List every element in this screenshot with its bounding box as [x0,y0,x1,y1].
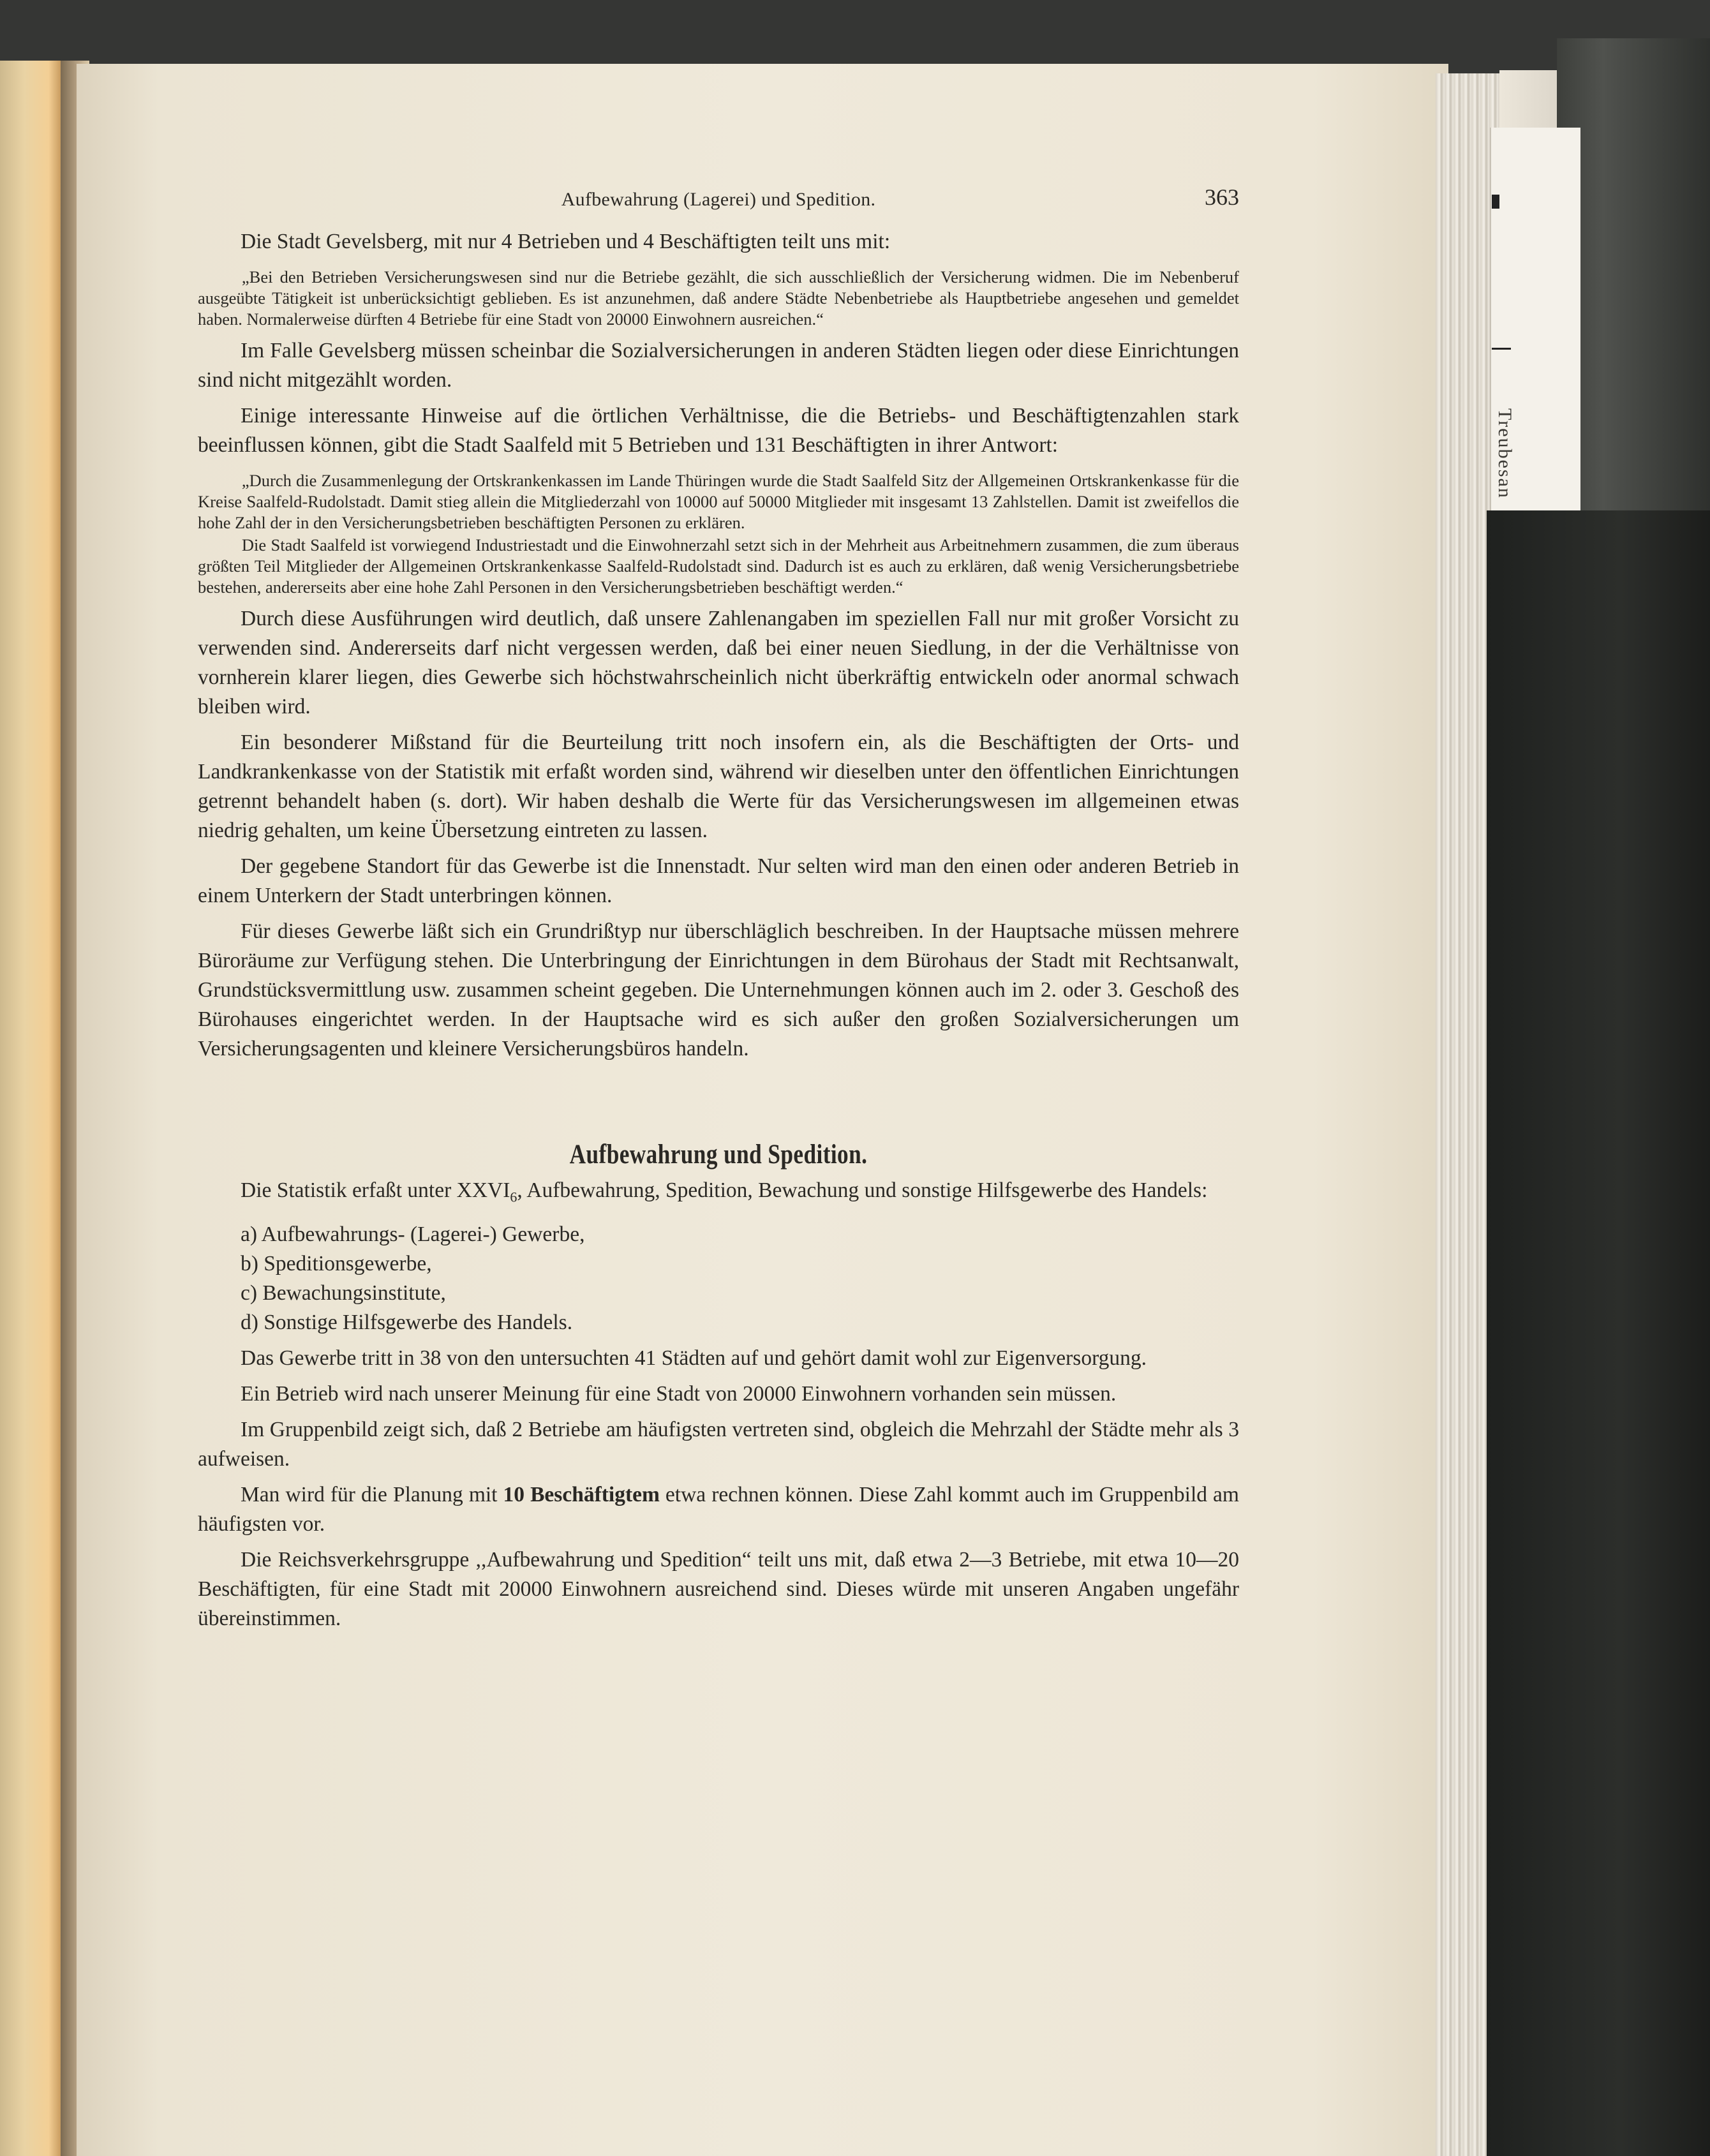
page-number: 363 [1205,184,1239,210]
list-item: c) Bewachungsinstitute, [241,1281,446,1305]
paragraph: Die Reichsverkehrsgruppe ,,Aufbewahrung und Spedition“ teilt uns mit, daß etwa 2—3 Betriebe, mit etwa 10—20 Beschäftigten, für eine Stadt mit 20000 Einwohnern ausreichend sind. Dieses würde mit unseren Angaben ungefähr übereinstimmen. [198,1547,1239,1630]
intro-subscript: 6 [510,1189,517,1205]
paragraph: Ein Betrieb wird nach unserer Meinung für eine Stadt von 20000 Einwohnern vorhanden sein müssen. [241,1381,1117,1406]
paragraph: Im Gruppenbild zeigt sich, daß 2 Betriebe am häufigsten vertreten sind, obgleich die Mehrzahl der Städte mehr als 3 aufweisen. [198,1417,1239,1471]
paragraph: Die Stadt Gevelsberg, mit nur 4 Betrieben und 4 Beschäftigten teilt uns mit: [241,230,891,253]
section-intro [198,1176,1239,1212]
paragraph: Ein besonderer Mißstand für die Beurteilung tritt noch insofern ein, als die Beschäftigten der Orts- und Landkrankenkasse von der Statistik mit erfaßt worden sind, während wir dieselben unter den öffentlichen Einrichtungen getrennt behandelt haben (s. dort). Wir haben deshalb die Werte für das Versicherungswesen im allgemeinen etwas niedrig gehalten, um keine Übersetzung eintreten zu lassen. [198,731,1239,842]
list-item: a) Aufbewahrungs- (Lagerei-) Gewerbe, [241,1222,585,1246]
list-item: d) Sonstige Hilfsgewerbe des Handels. [241,1310,573,1334]
running-title: Aufbewahrung (Lagerei) und Spedition. [561,189,876,210]
paragraph [198,1480,1239,1539]
book-cover-lower [1487,510,1710,2156]
quotation: „Bei den Betrieben Versicherungswesen sind nur die Betriebe gezählt, die sich ausschließlich der Versicherung widmen. Die im Nebenberuf ausgeübte Tätigkeit ist unberücksichtigt geblieben. Es ist anzunehmen, daß andere Städte Nebenbetriebe als Hauptbetriebe angesehen und gemeldet haben. Normalerweise dürften 4 Betriebe für eine Stadt von 20000 Einwohnern ausreichen.“ [198,267,1239,329]
intro-text: , Aufbewahrung, Spedition, Bewachung und sonstige Hilfsgewerbe des Handels: [517,1178,1208,1202]
intro-text: Die Statistik erfaßt unter XXVI [241,1178,510,1202]
list-item: b) Speditionsgewerbe, [241,1251,432,1275]
side-strip-mark [1492,195,1499,209]
running-head [198,185,1239,221]
paragraph: Das Gewerbe tritt in 38 von den untersuchten 41 Städten auf und gehört damit wohl zur Eigenversorgung. [241,1346,1147,1370]
bold-text: 10 Beschäftigtem [503,1482,660,1506]
paragraph: Für dieses Gewerbe läßt sich ein Grundrißtyp nur überschläglich beschreiben. In der Hauptsache müssen mehrere Büroräume zur Verfügung stehen. Die Unterbringung der Einrichtungen in dem Bürohaus der Stadt mit Rechtsanwalt, Grundstücksvermittlung usw. zusammen scheint gegeben. Die Unternehmungen können auch im 2. oder 3. Geschoß des Bürohauses eingerichtet werden. In der Hauptsache wird es sich außer den großen Sozialversicherungen um Versicherungsagenten und kleinere Versicherungsbüros handeln. [198,919,1239,1060]
paragraph: Der gegebene Standort für das Gewerbe ist die Innenstadt. Nur selten wird man den einen oder anderen Betrieb in einem Unterkern der Stadt unterbringen können. [198,854,1239,907]
previous-page-edge [0,61,61,2156]
page-text [198,185,1239,1633]
paragraph-text: etwa rechnen können. Diese Zahl kommt auch im Gruppenbild am häufigsten vor. [198,1482,1239,1536]
section-heading: Aufbewahrung und Spedition. [569,1140,868,1170]
side-strip-label: Treubesan [1494,408,1515,499]
paragraph: Durch diese Ausführungen wird deutlich, daß unsere Zahlenangaben im speziellen Fall nur mit großer Vorsicht zu verwenden sind. Andererseits darf nicht vergessen werden, daß bei einer neuen Siedlung, in der die Verhältnisse von vornherein klarer liegen, dies Gewerbe sich höchstwahrscheinlich nicht überkräftig entwickeln oder anormal schwach bleiben wird. [198,607,1239,718]
paragraph-text: Man wird für die Planung mit [241,1482,503,1506]
side-strip-rule [1492,348,1511,350]
quotation: Die Stadt Saalfeld ist vorwiegend Industriestadt und die Einwohnerzahl setzt sich in der Mehrheit aus Arbeitnehmern zusammen, die zum überaus größten Teil Mitglieder der Allgemeinen Ortskrankenkasse Saalfeld-Rudolstadt sind. Dadurch ist es auch zu erklären, daß wenig Versicherungsbetriebe bestehen, andererseits aber eine hohe Zahl Personen in den Versicherungsbetrieben beschäftigt werden.“ [198,535,1239,597]
paragraph: Einige interessante Hinweise auf die örtlichen Verhältnisse, die die Betriebs- und Beschäftigtenzahlen stark beeinflussen können, gibt die Stadt Saalfeld mit 5 Betrieben und 131 Beschäftigten in ihrer Antwort: [198,404,1239,457]
paragraph: Im Falle Gevelsberg müssen scheinbar die Sozialversicherungen in anderen Städten liegen oder diese Einrichtungen sind nicht mitgezählt worden. [198,339,1239,392]
category-list [198,1220,1239,1337]
quotation: „Durch die Zusammenlegung der Ortskrankenkassen im Lande Thüringen wurde die Stadt Saalfeld Sitz der Allgemeinen Ortskrankenkasse für die Kreise Saalfeld-Rudolstadt. Damit stieg allein die Mitgliederzahl von 10000 auf 50000 Mitglieder mit insgesamt 13 Zahlstellen. Damit ist zweifellos die hohe Zahl der in den Versicherungsbetrieben beschäftigten Personen zu erklären. [198,471,1239,532]
